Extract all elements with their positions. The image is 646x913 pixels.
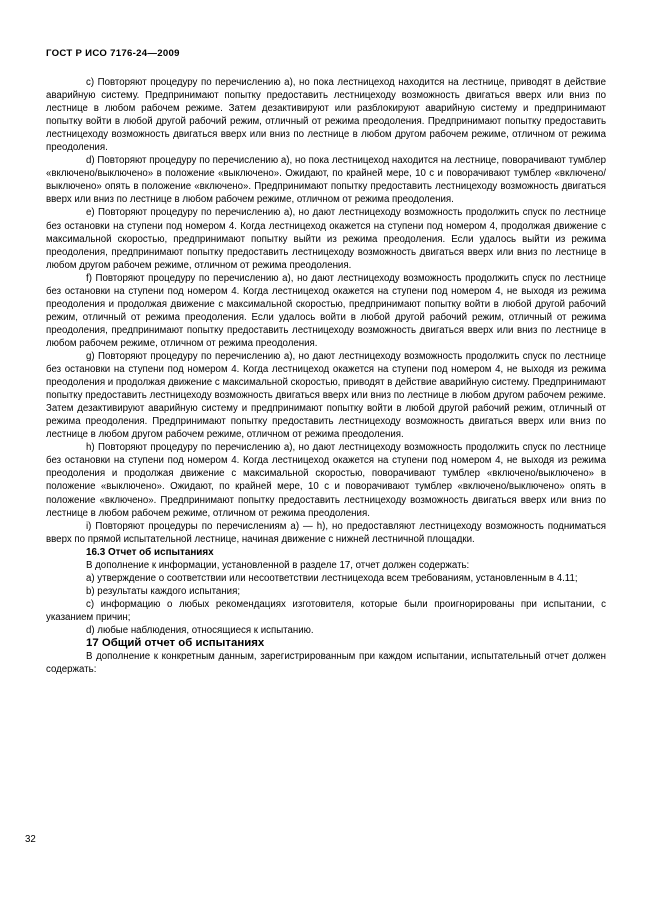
paragraph-item-d: d) Повторяют процедуру по перечислению a), но пока лестницеход находится на лестнице, поворачивают тумблер «включено/выключено» в положение «выключено». Ожидают, по крайней мере, 10 с и поворачивают тумблер «включено/выключено» опять в положение «включено». Предпринимают попытку предоставить лестницеходу возможность двигаться вверх или вниз по лестнице в любом рабочем режиме, отличном от режима преодоления. (46, 155, 606, 206)
paragraph-item-c: c) Повторяют процедуру по перечислению a), но пока лестницеход находится на лестнице, приводят в действие аварийную систему. Предпринимают попытку предоставить лестницеходу возможность двигаться вверх или вниз по лестнице в любом рабочем режиме. Затем дезактивируют или разблокируют аварийную систему и предпринимают попытку войти в любой другой рабочий режим, отличный от режима преодоления. Предпринимают попытку предоставить лестницеходу возможность двигаться вверх или вниз по лестнице в любом другом рабочем режиме, отличном от режима преодоления. (46, 77, 606, 154)
subsection-16-3-item-c: c) информацию о любых рекомендациях изготовителя, которые были проигнорированы при испытании, с указанием причин; (46, 598, 606, 623)
paragraph-item-h: h) Повторяют процедуру по перечислению a), но дают лестницеходу возможность продолжить спуск по лестнице без остановки на ступени под номером 4. Когда лестницеход окажется на ступени под номером 4, не выходя из режима преодоления и продолжая движение с максимальной скоростью, поворачивают тумблер «включено/выключено» в положение «выключено». Ожидают, по крайней мере, 10 с и поворачивают тумблер «включено/выключено» опять в положение «включено». Предпринимают попытку предоставить лестницеходу возможность двигаться вверх или вниз по лестнице в любом рабочем режиме, отличном от режима преодоления. (46, 442, 606, 519)
page-number: 32 (25, 834, 36, 845)
paragraph-item-g: g) Повторяют процедуру по перечислению a), но дают лестницеходу возможность продолжить спуск по лестнице без остановки на ступени под номером 4. Когда лестницеход окажется на ступени под номером 4, не выходя из режима преодоления и продолжая движение с максимальной скоростью, приводят в действие аварийную систему. Предпринимают попытку предоставить лестницеходу возможность двигаться вверх или вниз по лестнице в любом другом рабочем режиме. Затем дезактивируют аварийную систему и предпринимают попытку войти в любой другой рабочий режим, отличный от режима преодоления. Предпринимают попытку предоставить лестницеходу возможность двигаться вверх или вниз по лестнице в любом другом рабочем режиме, отличном от режима преодоления. (46, 350, 607, 441)
subsection-16-3-item-d: d) любые наблюдения, относящиеся к испытанию. (86, 624, 314, 636)
subsection-16-3-item-b: b) результаты каждого испытания; (86, 585, 241, 597)
page-content (46, 76, 606, 676)
paragraph-item-f: f) Повторяют процедуру по перечислению a), но дают лестницеходу возможность продолжить спуск по лестнице без остановки на ступени под номером 4. Когда лестницеход окажется на ступени под номером 4, не выходя из режима преодоления и продолжая движение с максимальной скоростью, предпринимают попытку войти в любой другой рабочий режим, отличный от режима преодоления. Если удалось войти в любой другой рабочий режим, отличный от режима преодоления, предпринимают попытку предоставить лестницеходу возможность двигаться вверх или вниз по лестнице в любом рабочем режиме, отличном от режима преодоления. (46, 272, 606, 349)
section-17-intro: В дополнение к конкретным данным, зарегистрированным при каждом испытании, испытательный отчет должен содержать: (46, 651, 606, 676)
subsection-16-3-item-a: a) утверждение о соответствии или несоответствии лестницехода всем требованиям, установленным в 4.11; (86, 572, 578, 584)
subsection-16-3-intro: В дополнение к информации, установленной в разделе 17, отчет должен содержать: (86, 559, 470, 571)
running-head: ГОСТ Р ИСО 7176-24—2009 (46, 48, 180, 59)
paragraph-item-e: e) Повторяют процедуру по перечислению a), но дают лестницеходу возможность продолжить спуск по лестнице без остановки на ступени под номером 4. Когда лестницеход окажется на ступени под номером 4, продолжая движение с максимальной скоростью, предпринимают попытку выйти из режима преодоления. Если удалось выйти из режима преодоления, предпринимают попытку предоставить лестницеходу возможность двигаться вверх или вниз по лестнице в любом другом рабочем режиме, отличном от режима преодоления. (46, 207, 606, 271)
subsection-heading-16-3: 16.3 Отчет об испытаниях (86, 546, 214, 558)
section-heading-17: 17 Общий отчет об испытаниях (86, 637, 265, 650)
paragraph-item-i: i) Повторяют процедуры по перечислениям a) — h), но предоставляют лестницеходу возможность подниматься вверх по прямой испытательной лестнице, начиная движение с нижней лестничной площадки. (46, 520, 606, 545)
